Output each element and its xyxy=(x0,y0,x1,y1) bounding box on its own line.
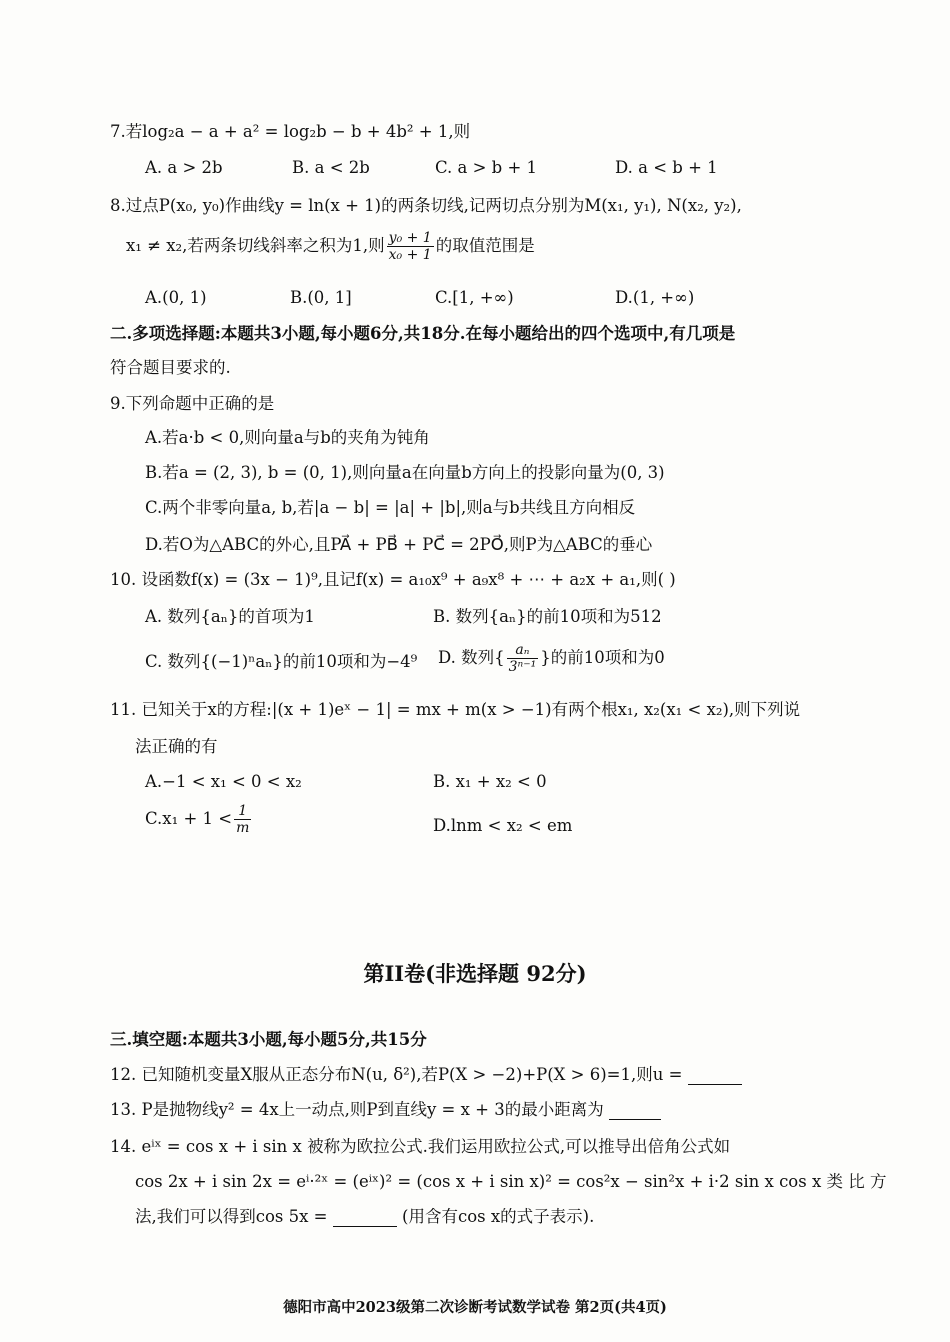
q10-option-d-fraction xyxy=(507,642,539,675)
q10-option-c: C. 数列{(−1)ⁿaₙ}的前10项和为−4⁹ xyxy=(145,652,418,671)
q9-option-d: D.若O为△ABC的外心,且PA⃗ + PB⃗ + PC⃗ = 2PO⃗,则P为△ABC的垂心 xyxy=(145,535,653,554)
q11-optc-den: m xyxy=(236,820,250,837)
q8-fraction xyxy=(387,230,434,263)
q11-stem-line1: 11. 已知关于x的方程:|(x + 1)eˣ − 1| = mx + m(x > −1)有两个根x₁, x₂(x₁ < x₂),则下列说 xyxy=(110,700,801,719)
q10-option-d xyxy=(438,642,665,675)
section2-heading-line2: 符合题目要求的. xyxy=(110,358,231,377)
q13-answer-blank[interactable] xyxy=(609,1118,661,1120)
q10-option-a: A. 数列{aₙ}的首项为1 xyxy=(145,607,315,626)
q8-frac-num: y₀ + 1 xyxy=(388,230,432,246)
q10-stem: 10. 设函数f(x) = (3x − 1)⁹,且记f(x) = a₁₀x⁹ + a₉x⁸ + ⋯ + a₂x + a₁,则( ) xyxy=(110,570,676,589)
q11-option-c-pre: C.x₁ + 1 < xyxy=(145,809,233,829)
q8-option-a: A.(0, 1) xyxy=(145,288,207,307)
q14-line1: 14. eⁱˣ = cos x + i sin x 被称为欧拉公式.我们运用欧拉公式,可以推导出倍角公式如 xyxy=(110,1137,731,1156)
q8-option-d: D.(1, +∞) xyxy=(615,288,695,307)
q11-option-c-fraction xyxy=(234,803,251,836)
q8-stem-line2 xyxy=(126,230,535,263)
q14-line3-pre: 法,我们可以得到cos 5x = xyxy=(135,1207,328,1226)
q11-option-c xyxy=(145,803,253,836)
q7-stem: 7.若log₂a − a + a² = log₂b − b + 4b² + 1,则 xyxy=(110,122,471,141)
q9-option-b: B.若a = (2, 3), b = (0, 1),则向量a在向量b方向上的投影向量为(0, 3) xyxy=(145,463,665,482)
q7-option-a: A. a > 2b xyxy=(145,158,223,177)
q10-option-b: B. 数列{aₙ}的前10项和为512 xyxy=(433,607,662,626)
section3-heading: 三.填空题:本题共3小题,每小题5分,共15分 xyxy=(110,1030,427,1049)
q11-optc-num: 1 xyxy=(234,803,251,820)
q9-option-c: C.两个非零向量a, b,若|a − b| = |a| + |b|,则a与b共线且方向相反 xyxy=(145,498,636,517)
q7-option-b: B. a < 2b xyxy=(292,158,370,177)
q8-frac-den: x₀ + 1 xyxy=(388,247,432,264)
q10-option-d-post: }的前10项和为0 xyxy=(540,648,665,668)
q12-answer-blank[interactable] xyxy=(688,1083,742,1085)
q14-line3 xyxy=(135,1207,594,1227)
q8-stem-post: 的取值范围是 xyxy=(435,236,535,256)
q9-stem: 9.下列命题中正确的是 xyxy=(110,394,275,413)
q12-line xyxy=(110,1065,742,1085)
q10-optd-num: aₙ xyxy=(507,642,539,659)
q9-option-a: A.若a·b < 0,则向量a与b的夹角为钝角 xyxy=(145,428,430,447)
q8-stem-pre: x₁ ≠ x₂,若两条切线斜率之积为1,则 xyxy=(126,236,385,256)
q11-stem-line2: 法正确的有 xyxy=(135,737,218,756)
q12-text: 12. 已知随机变量X服从正态分布N(u, δ²),若P(X > −2)+P(X > 6)=1,则u = xyxy=(110,1065,683,1084)
q14-line3-post: (用含有cos x的式子表示). xyxy=(402,1207,595,1226)
q8-option-b: B.(0, 1] xyxy=(290,288,352,307)
q14-line2: cos 2x + i sin 2x = eⁱ·²ˣ = (eⁱˣ)² = (cos x + i sin x)² = cos²x − sin²x + i·2 sin x cos x 类 比 方 xyxy=(135,1172,887,1191)
q14-answer-blank[interactable] xyxy=(333,1225,397,1227)
q10-optd-den: 3ⁿ⁻¹ xyxy=(508,659,537,676)
q13-text: 13. P是抛物线y² = 4x上一动点,则P到直线y = x + 3的最小距离为 xyxy=(110,1100,604,1119)
q10-option-d-pre: D. 数列{ xyxy=(438,648,505,668)
section2-heading-line1: 二.多项选择题:本题共3小题,每小题6分,共18分.在每小题给出的四个选项中,有几项是 xyxy=(110,324,736,343)
q11-option-b: B. x₁ + x₂ < 0 xyxy=(433,772,547,791)
part2-title: 第II卷(非选择题 92分) xyxy=(363,961,587,986)
q7-option-c: C. a > b + 1 xyxy=(435,158,538,177)
page-footer: 德阳市高中2023级第二次诊断考试数学试卷 第2页(共4页) xyxy=(283,1299,667,1316)
q7-option-d: D. a < b + 1 xyxy=(615,158,718,177)
q11-option-d: D.lnm < x₂ < em xyxy=(433,816,573,835)
q11-option-a: A.−1 < x₁ < 0 < x₂ xyxy=(145,772,302,791)
q8-option-c: C.[1, +∞) xyxy=(435,288,514,307)
q13-line xyxy=(110,1100,661,1120)
q8-stem-line1: 8.过点P(x₀, y₀)作曲线y = ln(x + 1)的两条切线,记两切点分别为M(x₁, y₁), N(x₂, y₂), xyxy=(110,196,742,215)
